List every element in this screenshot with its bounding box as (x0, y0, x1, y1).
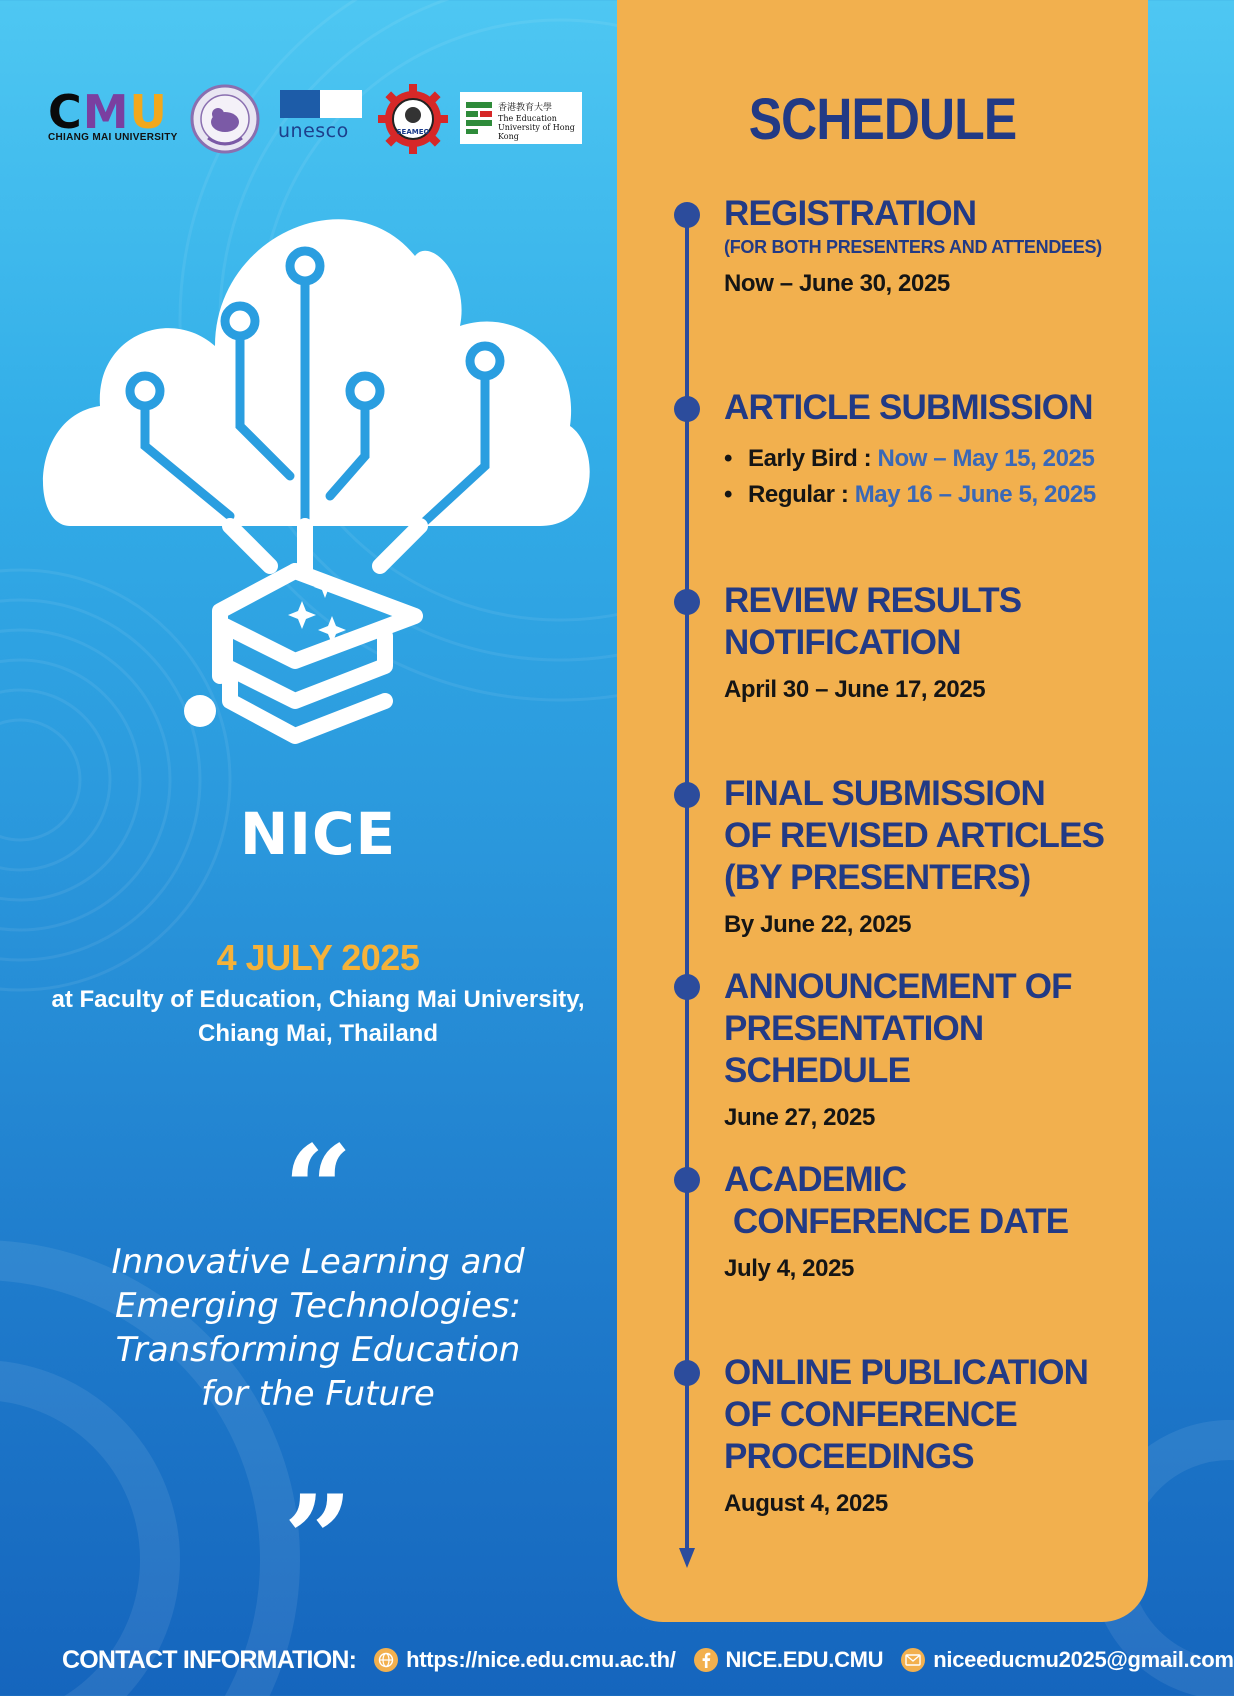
facebook-handle: NICE.EDU.CMU (725, 1647, 884, 1672)
item-date: July 4, 2025 (724, 1255, 854, 1282)
timeline-dot (674, 1167, 700, 1193)
item-heading-line-2: PRESENTATION SCHEDULE (724, 1009, 984, 1090)
item-heading-line-3: PROCEEDINGS (724, 1437, 974, 1476)
seameo-gear-icon (378, 84, 448, 154)
eduhk-chinese-name: 香港教育大學 (498, 103, 553, 113)
bullet-label: Early Bird : (748, 445, 872, 472)
theme-line-3: Transforming Education (115, 1330, 521, 1370)
item-subheading: (FOR BOTH PRESENTERS AND ATTENDEES) (724, 237, 1102, 257)
item-heading-line-1: ONLINE PUBLICATION (724, 1353, 1089, 1392)
venue-line-1: at Faculty of Education, Chiang Mai University, (51, 986, 585, 1013)
venue-line-2: Chiang Mai, Thailand (197, 1020, 438, 1047)
timeline-dot (674, 202, 700, 228)
item-date: June 27, 2025 (724, 1104, 875, 1131)
schedule-item-final-submission (724, 773, 1154, 939)
event-date: 4 JULY 2025 (216, 937, 420, 978)
cloud-circuit-book-icon (40, 196, 600, 796)
item-heading-line-2: NOTIFICATION (724, 623, 961, 662)
item-heading-line-3: (BY PRESENTERS) (724, 858, 1031, 897)
email-link[interactable] (901, 1647, 1233, 1673)
cmu-letter-u: U (129, 85, 168, 139)
cmu-logo-subtitle: CHIANG MAI UNIVERSITY (48, 132, 178, 143)
conference-theme (40, 1240, 596, 1416)
item-heading: ARTICLE SUBMISSION (724, 388, 1093, 427)
eduhk-english-name: The Education University of Hong Kong (498, 114, 575, 141)
theme-line-4: for the Future (201, 1374, 435, 1414)
cmu-letter-m: M (82, 85, 130, 139)
submission-bullets (724, 441, 1154, 513)
schedule-item-conference-date (724, 1159, 1154, 1283)
cmu-logo (48, 85, 178, 143)
eduhk-logo (460, 92, 582, 144)
timeline-dot (674, 396, 700, 422)
item-heading-line-1: REVIEW RESULTS (724, 581, 1022, 620)
item-date: By June 22, 2025 (724, 911, 912, 938)
theme-line-1: Innovative Learning and (111, 1242, 525, 1282)
timeline-dot (674, 589, 700, 615)
event-name: NICE (239, 800, 397, 868)
contact-label: CONTACT INFORMATION: (62, 1645, 357, 1674)
mail-icon (901, 1648, 925, 1672)
item-heading-line-1: ACADEMIC (724, 1160, 907, 1199)
schedule-title: SCHEDULE (748, 87, 1017, 152)
bullet-label: Regular : (748, 481, 849, 508)
bullet-value: May 16 – June 5, 2025 (854, 481, 1096, 508)
opening-quote-mark: “ (283, 1119, 353, 1260)
facebook-link[interactable] (694, 1647, 884, 1673)
facebook-icon (694, 1648, 718, 1672)
schedule-item-announcement (724, 966, 1154, 1132)
contact-information (62, 1640, 1234, 1680)
schedule-item-article-submission (724, 387, 1154, 513)
item-date: August 4, 2025 (724, 1490, 888, 1517)
schedule-item-registration (724, 193, 1154, 298)
list-item: • Regular : May 16 – June 5, 2025 (724, 481, 1096, 508)
seameo-wordmark: SEAMEO (396, 128, 430, 136)
email-address: niceeducmu2025@gmail.com (933, 1647, 1234, 1672)
eduhk-emblem-icon (466, 102, 492, 134)
globe-icon (374, 1648, 398, 1672)
timeline-dot (674, 782, 700, 808)
timeline-dot (674, 1360, 700, 1386)
website-link[interactable] (374, 1647, 675, 1673)
list-item: • Early Bird : Now – May 15, 2025 (724, 445, 1095, 472)
item-heading-line-2: CONFERENCE DATE (724, 1202, 1069, 1241)
event-venue (0, 983, 636, 1051)
item-date: April 30 – June 17, 2025 (724, 676, 986, 703)
unesco-wordmark: unesco (278, 120, 349, 142)
faculty-of-education-seal-icon (188, 84, 262, 154)
unesco-logo (278, 90, 368, 146)
item-heading-line-2: OF CONFERENCE (724, 1395, 1017, 1434)
timeline-arrow-icon (679, 1548, 695, 1568)
theme-line-2: Emerging Technologies: (115, 1286, 521, 1326)
cmu-letter-c: C (48, 85, 83, 139)
item-heading-line-2: OF REVISED ARTICLES (724, 816, 1105, 855)
bullet-value: Now – May 15, 2025 (877, 445, 1095, 472)
item-date: Now – June 30, 2025 (724, 270, 950, 297)
partner-logos (48, 84, 588, 154)
item-heading-line-1: FINAL SUBMISSION (724, 774, 1046, 813)
closing-quote-mark: ” (283, 1469, 353, 1610)
schedule-item-review-results (724, 580, 1154, 704)
schedule-item-online-publication (724, 1352, 1154, 1518)
item-heading: REGISTRATION (724, 194, 977, 233)
item-heading-line-1: ANNOUNCEMENT OF (724, 967, 1072, 1006)
timeline-dot (674, 974, 700, 1000)
website-url: https://nice.edu.cmu.ac.th/ (406, 1647, 676, 1672)
